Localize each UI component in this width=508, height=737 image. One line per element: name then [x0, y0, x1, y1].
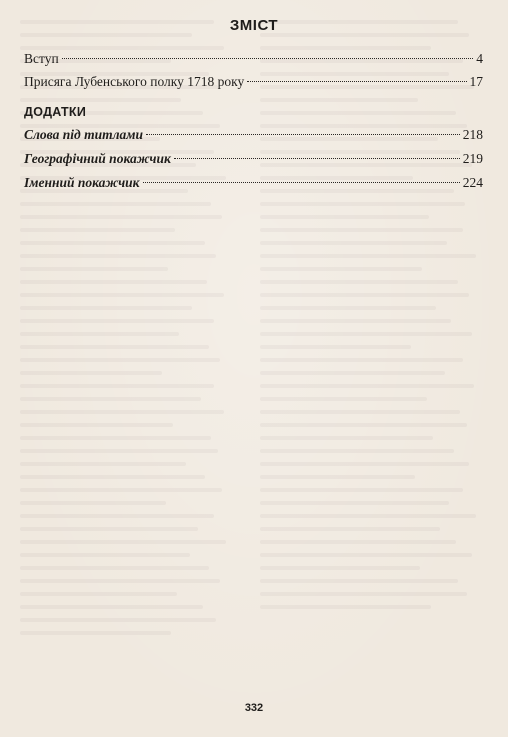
dot-leader — [143, 182, 460, 183]
toc-entry-page: 219 — [462, 151, 483, 166]
show-through-texture — [20, 20, 490, 680]
toc-entry-label: Географічний покажчик — [24, 151, 171, 166]
dot-leader — [62, 58, 474, 59]
toc-entry-geographic-index — [24, 150, 483, 168]
page-title: ЗМІСТ — [229, 17, 279, 34]
toc-entry-page: 224 — [462, 175, 483, 190]
dot-leader — [247, 81, 466, 82]
toc-entry-name-index — [24, 174, 483, 192]
toc-entry-page: 4 — [476, 51, 483, 66]
toc-entry-oath — [24, 73, 483, 91]
toc-entry-label: Слова під титлами — [24, 127, 144, 142]
page-number: 332 — [244, 702, 264, 714]
dot-leader — [146, 134, 460, 135]
toc-entry-abbreviated-words — [24, 126, 483, 144]
appendix-heading: ДОДАТКИ — [24, 105, 87, 119]
show-through-column-right — [260, 20, 485, 618]
dot-leader — [174, 158, 460, 159]
toc-entry-page: 17 — [469, 74, 483, 89]
toc-entry-label: Присяга Лубенського полку 1718 року — [24, 74, 245, 89]
toc-entry-introduction — [24, 50, 483, 68]
toc-entry-label: Вступ — [24, 51, 59, 66]
toc-entry-page: 218 — [462, 127, 483, 142]
toc-entry-label: Іменний покажчик — [24, 175, 140, 190]
